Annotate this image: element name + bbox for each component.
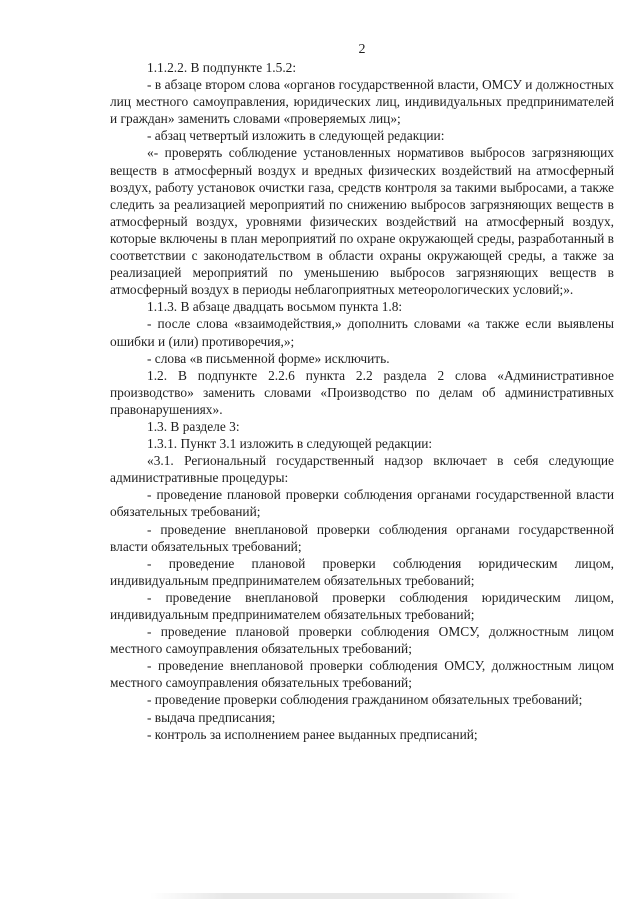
paragraph: 1.1.2.2. В подпункте 1.5.2: [147,60,297,75]
list-item: - проведение плановой проверки соблюдения ОМСУ, должностным лицом местного самоуправления обязательных требований; [110,624,614,657]
paragraph: «- проверять соблюдение установленных нормативов выбросов загрязняющих веществ в атмосферный воздух и вредных физических воздействий на атмосферный воздух, работу установок очистки газа, средств контроля за такими выбросами, а также следить за реализацией мероприятий по снижению выбросов загрязняющих веществ в атмосферный воздух, уровнями физических воздействий на атмосферный воздух, которые включены в план мероприятий по охране окружающей среды, разработанный в соответствии с законодательством в области охраны окружающей среды, а также за реализацией мероприятий по уменьшению выбросов загрязняющих веществ в атмосферный воздух в периоды неблагоприятных метеорологических условий;». [110,145,614,298]
list-item: - проведение внеплановой проверки соблюдения органами государственной власти обязательных требований; [110,521,614,554]
paragraph: «3.1. Региональный государственный надзор включает в себя следующие административные процедуры: [110,453,614,486]
list-item: - проведение внеплановой проверки соблюдения ОМСУ, должностным лицом местного самоуправления обязательных требований; [110,658,614,691]
list-item: - выдача предписания; [147,709,276,725]
paragraph: 1.3. В разделе 3: [147,418,240,434]
scan-artifact [150,893,520,899]
paragraph: - после слова «взаимодействия,» дополнить словами «а также если выявлены ошибки и (или) противоречия,»; [110,316,614,349]
list-item: - проведение плановой проверки соблюдения органами государственной власти обязательных требований; [110,487,614,520]
paragraph: - слова «в письменной форме» исключить. [147,350,390,366]
page-number: 2 [358,42,366,57]
paragraph: 1.3.1. Пункт 3.1 изложить в следующей редакции: [147,436,433,452]
list-item: - проведение внеплановой проверки соблюдения юридическим лицом, индивидуальным предпринимателем обязательных требований; [110,589,614,622]
paragraph: 1.2. В подпункте 2.2.6 пункта 2.2 раздела 2 слова «Административное производство» заменить словами «Производство по делам об административных правонарушениях». [110,367,614,417]
list-item: - контроль за исполнением ранее выданных предписаний; [147,726,478,742]
paragraph: 1.1.3. В абзаце двадцать восьмом пункта 1.8: [147,299,403,315]
paragraph: - абзац четвертый изложить в следующей редакции: [147,128,445,144]
list-item: - проведение проверки соблюдения гражданином обязательных требований; [147,692,583,708]
list-item: - проведение плановой проверки соблюдения юридическим лицом, индивидуальным предпринимателем обязательных требований; [110,555,614,588]
paragraph: - в абзаце втором слова «органов государственной власти, ОМСУ и должностных лиц местного самоуправления, юридических лиц, индивидуальных предпринимателей и граждан» заменить словами «проверяемых лиц»; [110,77,614,127]
document-body [110,59,614,743]
